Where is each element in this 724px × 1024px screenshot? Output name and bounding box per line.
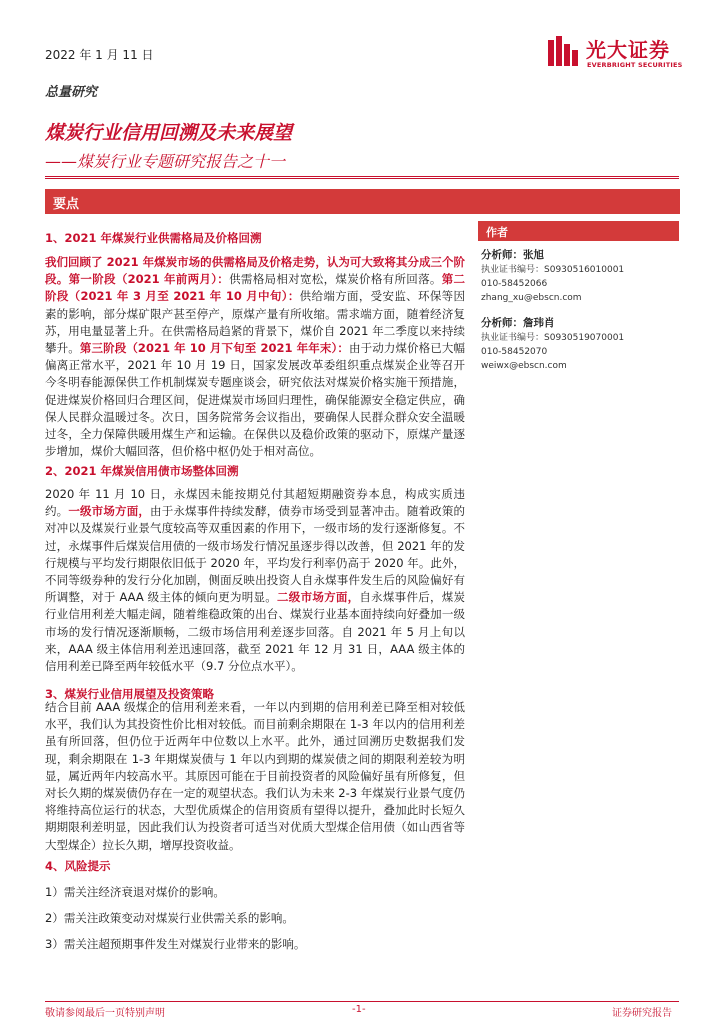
risk-item-3: 3）需关注超预期事件发生对煤炭行业带来的影响。 [45, 937, 306, 951]
summary-banner-label: 要点 [53, 197, 80, 212]
primary-market-text: 由于永煤事件持续发酵，债券市场受到显著冲击。随着政策的对冲以及煤炭行业景气度较高等双重因素的作用下，一级市场的发行逐渐修复。不过，永煤事件后煤炭信用债的一级市场发行情况虽逐步得以改善，但 2021 年的发行规模与平均发行期限依旧低于 2020 年，平均发行利率仍高于 2020 年。此外，不同等级券种的发行分化加剧，侧面反映出投资人自永煤事件发生后的风险偏好有所调整，对于 AAA 级主体的倾向更为明显。 [45, 504, 466, 605]
primary-market-highlight: 一级市场方面， [68, 504, 151, 519]
report-category: 总量研究 [45, 85, 98, 100]
analyst-card-2 [481, 316, 681, 373]
phase-2-highlight: 第二阶段（2021 年 3 月至 2021 年 10 月中旬）： [45, 272, 466, 304]
page-number: -1- [352, 1004, 366, 1015]
phase-3-text: 由于动力煤价格已大幅偏离正常水平，2021 年 10 月 19 日，国家发展改革委组织重点煤炭企业等召开今冬明春能源保供工作机制煤炭专题座谈会，研究依法对煤炭价格实施干预措施，促进煤炭价格回归合理区间，促进煤炭市场回归理性，确保能源安全稳定供应，确保人民群众温暖过冬。次日，国务院常务会议指出，要确保人民群众群众安全温暖过冬，全力保障供暖用煤生产和运输。在保供以及稳价政策的驱动下，原煤产量逐步增加，煤价大幅回落，但价格中枢仍处于相对高位。 [45, 341, 466, 459]
section-paragraph-2 [45, 486, 465, 675]
analyst-2-phone: 010-58452070 [481, 347, 548, 357]
analyst-2-email[interactable]: weiwx@ebscn.com [481, 361, 567, 371]
report-title: 煤炭行业信用回溯及未来展望 [45, 122, 293, 144]
analyst-2-name: 分析师：詹玮肖 [481, 317, 555, 329]
secondary-market-text: 自永煤事件后，煤炭行业信用利差大幅走阔，随着维稳政策的出台、煤炭行业基本面持续向好叠加一级市场的发行情况逐渐顺畅，二级市场信用利差逐步回落。自 2021 年 5 月上旬以来，AAA 级主体信用利差迅速回落，截至 2021 年 12 月 31 日，AAA 级主体的信用利差已降至两年较低水平（9.7 分位点水平）。 [45, 590, 465, 674]
analyst-1-phone: 010-58452066 [481, 279, 548, 289]
report-subtitle: ——煤炭行业专题研究报告之十一 [45, 152, 286, 171]
default-event-text: 2020 年 11 月 10 日，永煤因未能按期兑付其超短期融资券本息，构成实质违约。 [45, 487, 465, 519]
summary-banner [45, 189, 680, 214]
phase-intro-highlight: 我们回顾了 2021 年煤炭市场的供需格局及价格走势，认为可大致将其分成三个阶段。第一阶段（2021 年前两月）： [45, 255, 465, 287]
authors-banner-label: 作者 [486, 226, 508, 239]
header-divider [45, 176, 679, 177]
section-heading-4: 4、风险提示 [45, 859, 111, 873]
analyst-card-1 [481, 248, 681, 305]
section-paragraph-3: 结合目前 AAA 级煤企的信用利差来看，一年以内到期的信用利差已降至相对较低水平，我们认为其投资性价比相对较低。而目前剩余期限在 1-3 年以内的信用利差虽有所回落，但仍位于近两年中位数以上水平。此外，通过回溯历史数据我们发现，剩余期限在 1-3 年期煤炭债与 1 年以内到期的煤炭债之间的期限利差较为明显，属近两年内较高水平。其原因可能在于目前投资者的风险偏好虽有所修复，但对长久期的煤炭债仍存在一定的观望状态。我们认为未来 2-3 年煤炭行业景气度仍将维持高位运行的状态，大型优质煤企的信用资质有望得以提升，叠加此时长短久期期限利差明显，因此我们认为投资者可适当对优质大型煤企信用债（如山西省等大型煤企）拉长久期，增厚投资收益。 [45, 700, 465, 852]
analyst-2-license: 执业证书编号：S0930519070001 [481, 333, 625, 343]
section-heading-1: 1、2021 年煤炭行业供需格局及价格回溯 [45, 231, 262, 245]
footer-report-type: 证券研究报告 [612, 1008, 672, 1019]
authors-banner [478, 221, 679, 241]
header-divider-2 [45, 178, 679, 179]
analyst-1-license: 执业证书编号：S0930516010001 [481, 265, 625, 275]
logo-text-cn: 光大证券 [586, 38, 670, 62]
section-heading-2: 2、2021 年煤炭信用债市场整体回溯 [45, 464, 239, 478]
analyst-1-email[interactable]: zhang_xu@ebscn.com [481, 293, 582, 303]
section-heading-3: 3、煤炭行业信用展望及投资策略 [45, 687, 214, 701]
analyst-1-name: 分析师：张旭 [481, 249, 544, 261]
phase-1-text: 供需格局相对宽松，煤炭价格有所回落。 [229, 272, 442, 287]
risk-item-2: 2）需关注政策变动对煤炭行业供需关系的影响。 [45, 911, 294, 925]
section-paragraph-1 [45, 254, 465, 460]
secondary-market-highlight: 二级市场方面， [277, 590, 360, 605]
logo-text-en: EVERBRIGHT SECURITIES [587, 61, 683, 69]
risk-item-1: 1）需关注经济衰退对煤价的影响。 [45, 885, 225, 899]
phase-3-highlight: 第三阶段（2021 年 10 月下旬至 2021 年年末）： [79, 341, 349, 356]
footer-disclaimer: 敬请参阅最后一页特别声明 [45, 1008, 165, 1019]
footer-divider [45, 1001, 679, 1002]
logo-mark-icon [548, 34, 580, 70]
company-logo [548, 34, 688, 74]
report-date: 2022 年 1 月 11 日 [45, 48, 154, 62]
phase-2-text: 供给端方面，受安监、环保等因素的影响，部分煤矿限产甚至停产，原煤产量有所收缩。需求端方面，随着经济复苏，用电量显著上升。在供需格局趋紧的背景下，煤价自 2021 年二季度以来持续攀升。 [45, 289, 466, 356]
